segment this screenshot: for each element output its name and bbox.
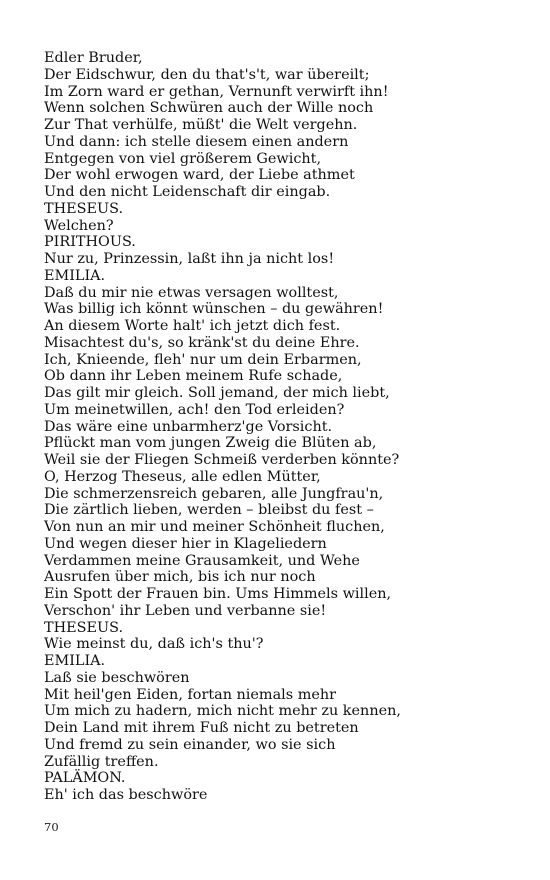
text-line: Ein Spott der Frauen bin. Ums Himmels willen, [44,586,392,602]
text-line: Und wegen dieser hier in Klageliedern [44,535,327,552]
text-line: O, Herzog Theseus, alle edlen Mütter, [44,468,321,485]
page-number: 70 [44,820,59,834]
text-line: Ausrufen über mich, bis ich nur noch [44,569,316,586]
text-line: Verschon' ihr Leben und verbanne sie! [44,602,327,619]
text-line: An diesem Worte halt' ich jetzt dich fest. [44,318,341,334]
text-line: Das gilt mir gleich. Soll jemand, der mich liebt, [44,385,390,401]
text-line: Mit heil'gen Eiden, fortan niemals mehr [44,686,337,703]
text-line: Und dann: ich stelle diesem einen andern [44,133,349,150]
text-line: Die zärtlich lieben, werden – bleibst du fest – [44,502,374,519]
text-line: PIRITHOUS. [44,234,136,251]
text-line: Ich, Knieende, fleh' nur um dein Erbarmen, [44,351,362,368]
text-line: Entgegen von viel größerem Gewicht, [44,150,322,167]
text-line: Was billig ich könnt wünschen – du gewähren! [44,301,384,318]
text-line: Welchen? [44,217,114,234]
text-line: Von nun an mir und meiner Schönheit fluchen, [44,519,385,535]
text-line: Weil sie der Fliegen Schmeiß verderben könnte? [44,452,400,468]
text-line: Zur That verhülfe, müßt' die Welt vergehn. [44,117,358,133]
text-line: EMILIA. [44,267,106,284]
text-line: THESEUS. [44,200,124,217]
text-line: Dein Land mit ihrem Fuß nicht zu betreten [44,720,359,736]
text-line: Der wohl erwogen ward, der Liebe athmet [44,167,355,184]
text-line: Das wäre eine unbarmherz'ge Vorsicht. [44,418,333,435]
verse-text-block [44,50,514,804]
text-line: Wenn solchen Schwüren auch der Wille noch [44,100,374,117]
text-line: Pflückt man vom jungen Zweig die Blüten ab, [44,435,377,452]
text-line: Edler Bruder, [44,50,143,66]
text-line: Um meinetwillen, ach! den Tod erleiden? [44,401,345,418]
text-line: Nur zu, Prinzessin, laßt ihn ja nicht los! [44,251,335,267]
text-line: Verdammen meine Grausamkeit, und Wehe [44,552,360,569]
text-line: Im Zorn ward er gethan, Vernunft verwirft ihn! [44,83,389,100]
text-line: Der Eidschwur, den du that's't, war übereilt; [44,66,370,83]
text-line: Und fremd zu sein einander, wo sie sich [44,736,336,753]
text-line: Um mich zu hadern, mich nicht mehr zu kennen, [44,703,401,720]
text-line: Daß du mir nie etwas versagen wolltest, [44,284,339,301]
text-line: Misachtest du's, so kränk'st du deine Ehre. [44,334,360,351]
text-line: THESEUS. [44,619,124,636]
text-line: Eh' ich das beschwöre [44,787,208,803]
text-line: EMILIA. [44,653,106,669]
text-line: Zufällig treffen. [44,753,159,770]
text-line: Die schmerzensreich gebaren, alle Jungfrau'n, [44,485,384,502]
text-line: Laß sie beschwören [44,669,190,686]
text-line: Und den nicht Leidenschaft dir eingab. [44,184,331,200]
text-line: Ob dann ihr Leben meinem Rufe schade, [44,368,343,385]
text-line: PALÄMON. [44,770,126,787]
text-line: Wie meinst du, daß ich's thu'? [44,636,264,653]
